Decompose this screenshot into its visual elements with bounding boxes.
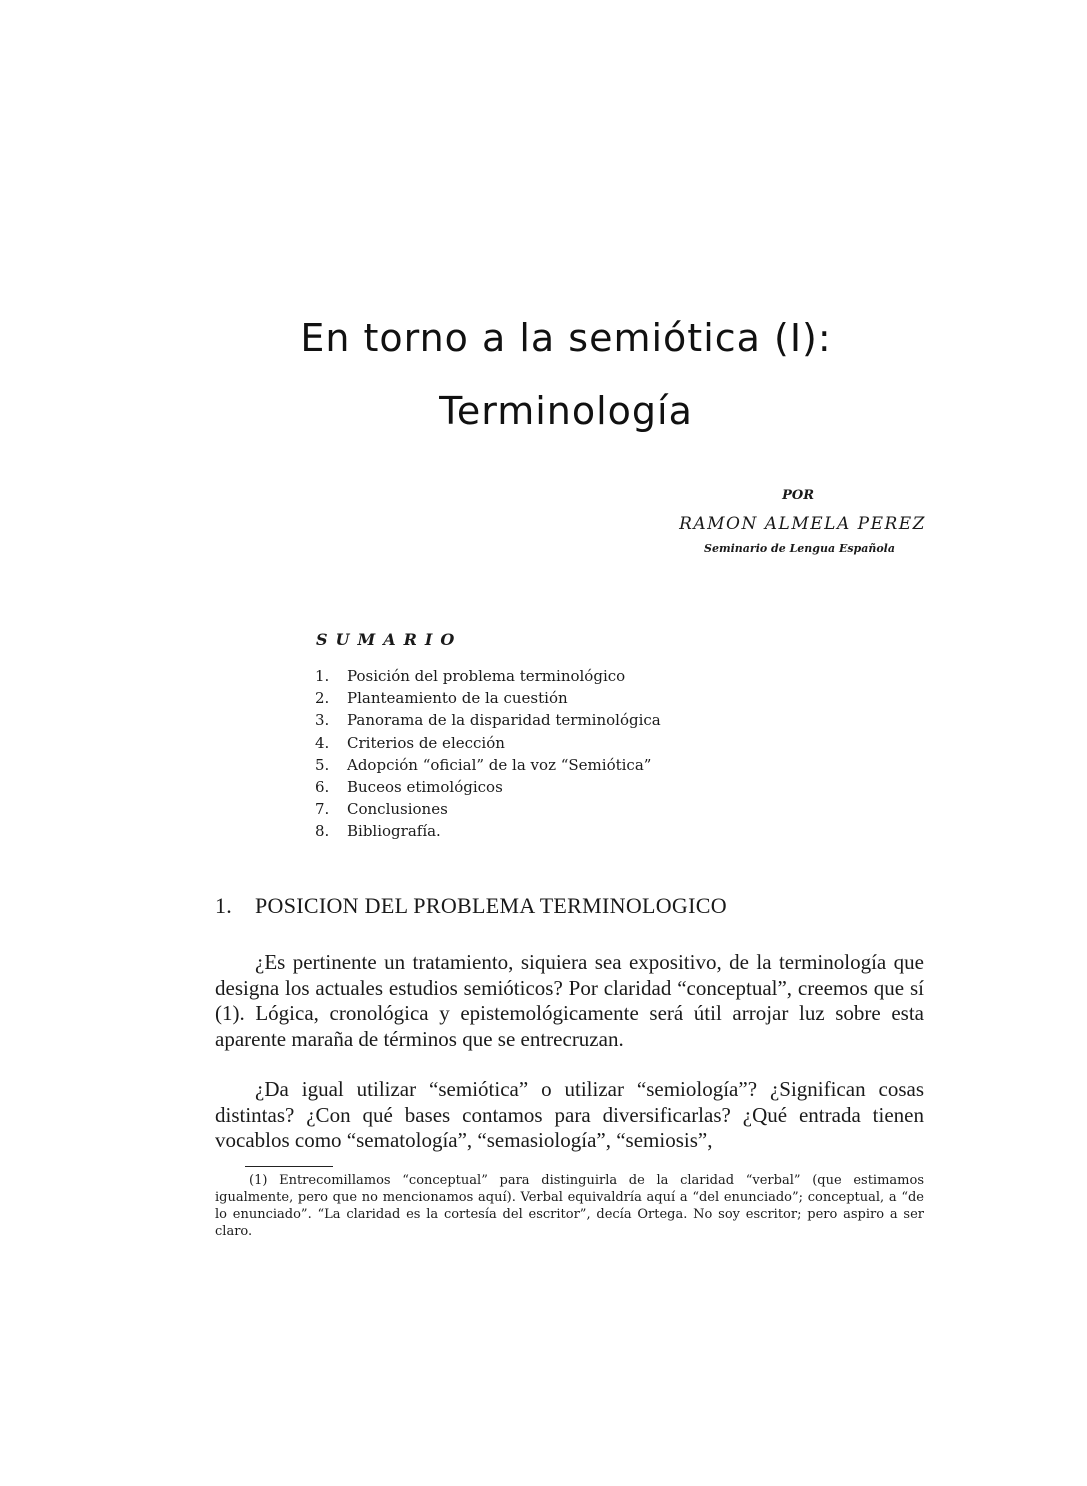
sumario-item-number: 6. — [315, 777, 330, 796]
sumario-item-number: 4. — [315, 733, 330, 752]
sumario-item — [315, 732, 661, 754]
sumario-list — [315, 665, 661, 843]
body-paragraph-2: ¿Da igual utilizar “semiótica” o utilizar “semiología”? ¿Significan cosas distintas? ¿Con qué bases contamos para diversificarlas? ¿Qué entrada tienen vocablos como “sematología”, “semasiología”, “semiosis”, — [215, 1077, 924, 1152]
sumario-item — [315, 665, 661, 687]
sumario-item-text: Criterios de elección — [347, 733, 505, 752]
sumario-item — [315, 798, 661, 820]
footnote-separator — [245, 1166, 333, 1167]
sumario-item-number: 1. — [315, 667, 330, 685]
sumario-item — [315, 820, 661, 842]
author-affiliation: Seminario de Lengua Española — [704, 542, 895, 555]
sumario-item-text: Panorama de la disparidad terminológica — [347, 711, 661, 730]
footnote: (1) Entrecomillamos “conceptual” para distinguirla de la claridad “verbal” (que estimamos igualmente, pero que no mencionamos aquí). Verbal equivaldría aquí a “del enunciado”; conceptual, a “de lo enunciado”. “La claridad es la cortesía del escritor”, decía Ortega. No soy escritor; pero aspiro a ser claro. — [215, 1173, 924, 1239]
sumario-item-number: 5. — [315, 755, 330, 774]
sumario-item-text: Conclusiones — [347, 800, 448, 819]
author-name: RAMON ALMELA PEREZ — [679, 514, 926, 534]
sumario-item-text: Planteamiento de la cuestión — [347, 689, 568, 708]
sumario-item-number: 3. — [315, 711, 330, 730]
sumario-item-number: 2. — [315, 689, 330, 708]
sumario-item — [315, 776, 661, 798]
sumario-item — [315, 754, 661, 776]
sumario-item — [315, 687, 661, 709]
sumario-heading: SUMARIO — [316, 630, 463, 649]
section-heading — [215, 893, 727, 919]
body-paragraph-1: ¿Es pertinente un tratamiento, siquiera sea expositivo, de la terminología que designa los actuales estudios semióticos? Por claridad “conceptual”, creemos que sí (1). Lógica, cronológica y epistemológicamente será útil arrojar luz sobre esta aparente maraña de términos que se entrecruzan. — [215, 950, 924, 1051]
article-title-line-2: Terminología — [439, 389, 693, 433]
sumario-item-text: Adopción “oficial” de la voz “Semiótica” — [347, 755, 652, 774]
byline-por: POR — [782, 488, 814, 503]
section-title: POSICION DEL PROBLEMA TERMINOLOGICO — [255, 893, 727, 918]
sumario-item-number: 8. — [315, 822, 330, 841]
sumario-item-text: Posición del problema terminológico — [347, 667, 626, 685]
article-title-line-1: En torno a la semiótica (I): — [300, 316, 832, 360]
sumario-item-text: Buceos etimológicos — [347, 777, 503, 796]
section-number: 1. — [215, 893, 233, 918]
sumario-item — [315, 709, 661, 731]
sumario-item-number: 7. — [315, 800, 330, 819]
sumario-item-text: Bibliografía. — [347, 822, 441, 841]
